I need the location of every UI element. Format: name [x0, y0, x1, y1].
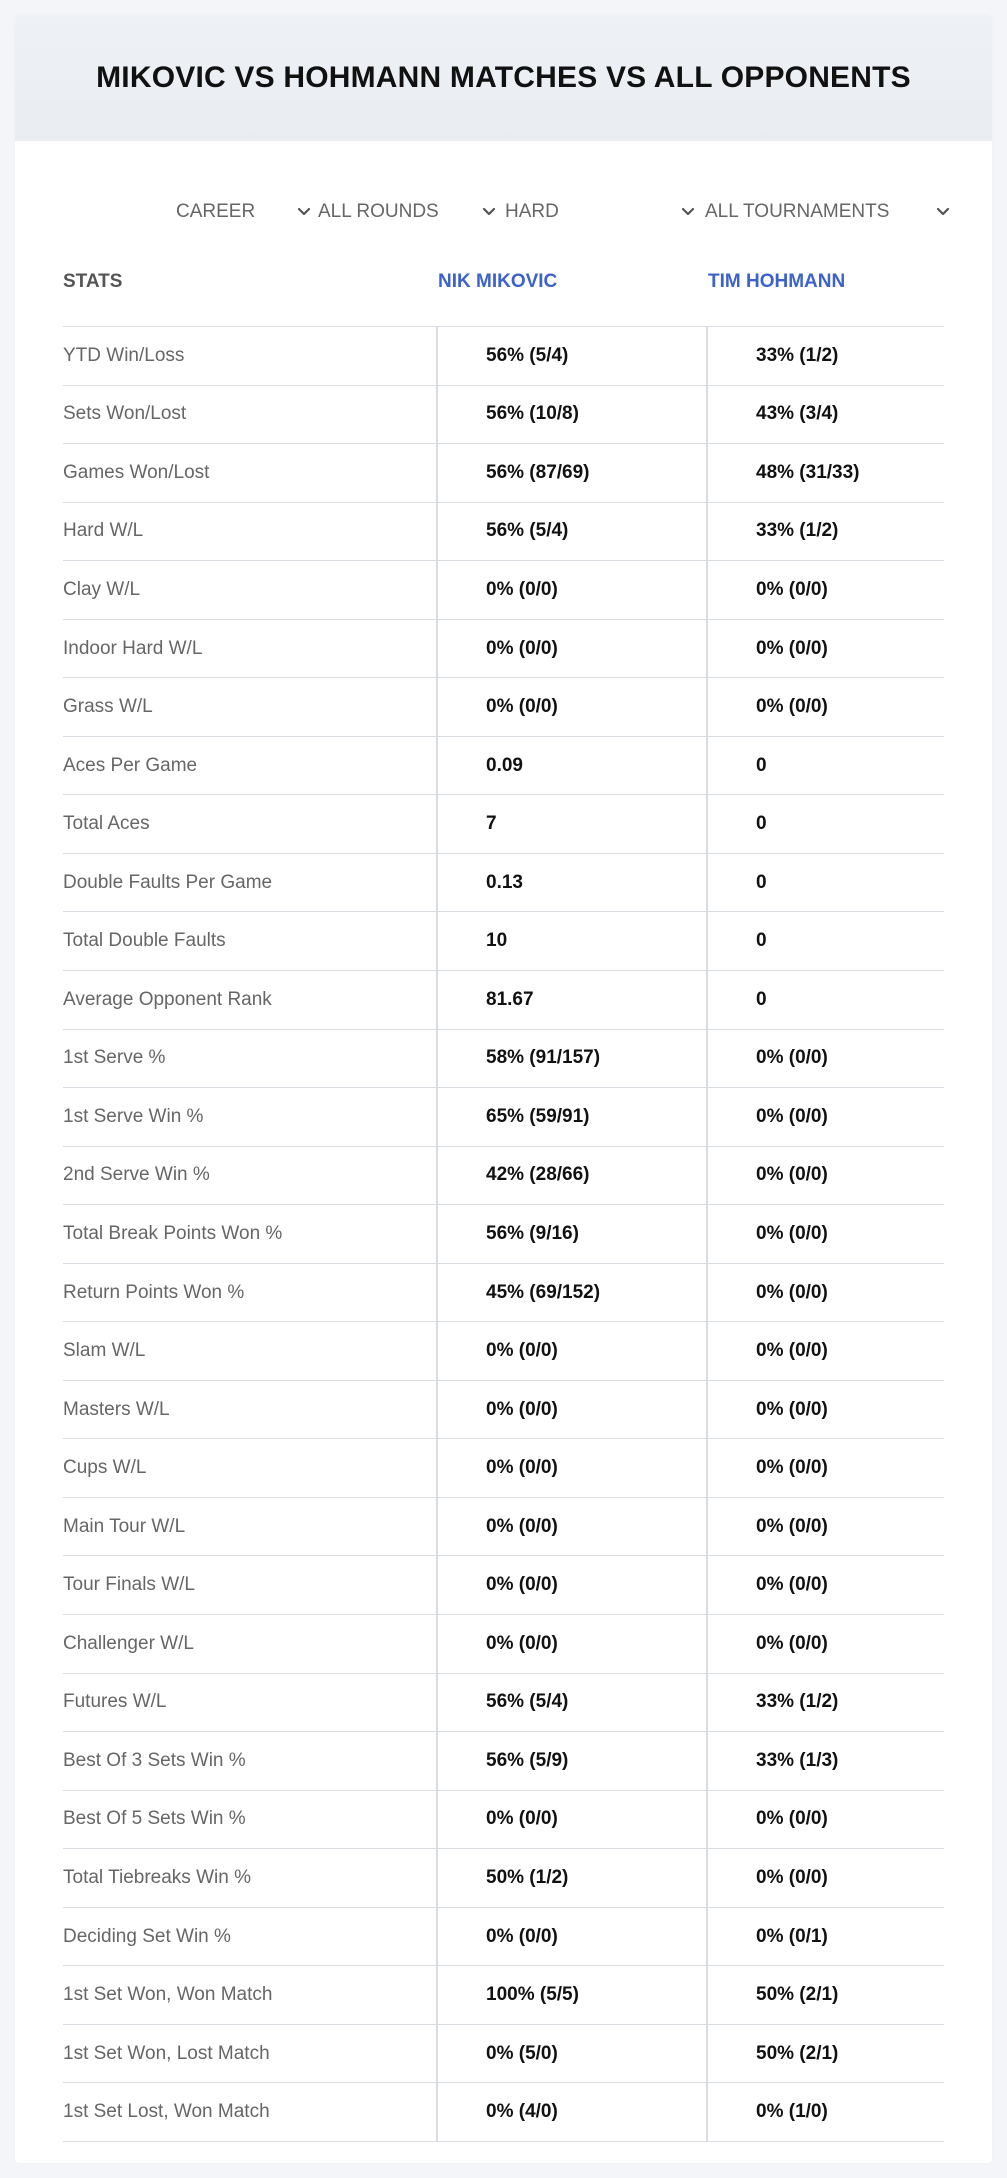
table-row	[63, 327, 944, 386]
filter-surface-select[interactable]	[505, 187, 697, 237]
player2-value: 0	[756, 871, 767, 893]
player1-value: 0% (0/0)	[486, 1398, 558, 1420]
player1-value: 0% (0/0)	[486, 1632, 558, 1654]
table-body	[63, 327, 944, 2142]
table-row	[63, 971, 944, 1030]
page-title: MIKOVIC VS HOHMANN MATCHES VS ALL OPPONENTS	[96, 61, 911, 94]
filter-tournaments-value: ALL TOURNAMENTS	[705, 201, 890, 222]
player2-value: 0% (1/0)	[756, 2101, 828, 2123]
table-row	[63, 854, 944, 913]
stat-label: Tour Finals W/L	[63, 1574, 195, 1596]
table-row	[63, 1791, 944, 1850]
player2-value: 0	[756, 754, 767, 776]
stat-label: 1st Serve %	[63, 1047, 166, 1069]
stat-label: Masters W/L	[63, 1398, 170, 1420]
table-row	[63, 912, 944, 971]
chevron-down-icon	[295, 203, 313, 221]
stat-label: Double Faults Per Game	[63, 871, 273, 893]
player2-value: 0% (0/1)	[756, 1925, 828, 1947]
card-header	[15, 15, 992, 141]
player1-value: 0% (0/0)	[486, 578, 558, 600]
table-row	[63, 678, 944, 737]
table-row	[63, 1498, 944, 1557]
player1-value: 56% (5/4)	[486, 520, 569, 542]
stat-label: Hard W/L	[63, 520, 144, 542]
player2-value: 43% (3/4)	[756, 403, 839, 425]
player1-value: 0% (5/0)	[486, 2042, 558, 2064]
stat-label: 1st Set Won, Lost Match	[63, 2042, 270, 2064]
table-row	[63, 1674, 944, 1733]
table-row	[63, 620, 944, 679]
player2-value: 0% (0/0)	[756, 1808, 828, 1830]
player1-value: 56% (5/9)	[486, 1749, 569, 1771]
player1-value: 56% (10/8)	[486, 403, 579, 425]
player1-value: 10	[486, 930, 508, 952]
table-row	[63, 1439, 944, 1498]
stat-label: Return Points Won %	[63, 1281, 245, 1303]
column-divider	[706, 327, 708, 2142]
filter-rounds-select[interactable]	[318, 187, 498, 237]
stat-label: Sets Won/Lost	[63, 403, 187, 425]
stat-label: Indoor Hard W/L	[63, 637, 203, 659]
player1-value: 0% (0/0)	[486, 1925, 558, 1947]
stat-label: Total Aces	[63, 813, 150, 835]
player1-value: 56% (5/4)	[486, 1691, 569, 1713]
player1-value: 0% (0/0)	[486, 1808, 558, 1830]
stat-label: Futures W/L	[63, 1691, 167, 1713]
player1-value: 100% (5/5)	[486, 1984, 579, 2006]
filter-bar	[15, 187, 992, 237]
table-row	[63, 1732, 944, 1791]
player1-value: 0% (0/0)	[486, 1457, 558, 1479]
player2-value: 0	[756, 988, 767, 1010]
filter-period-value: CAREER	[176, 201, 256, 222]
table-row	[63, 1615, 944, 1674]
player2-value: 0% (0/0)	[756, 1281, 828, 1303]
stat-label: Slam W/L	[63, 1340, 146, 1362]
filter-rounds-value: ALL ROUNDS	[318, 201, 439, 222]
table-row	[63, 503, 944, 562]
player1-value: 0.13	[486, 871, 523, 893]
player2-value: 33% (1/2)	[756, 520, 839, 542]
stats-card	[15, 15, 992, 2163]
table-row	[63, 1908, 944, 1967]
player1-value: 0% (0/0)	[486, 1574, 558, 1596]
stat-label: Total Tiebreaks Win %	[63, 1866, 251, 1888]
player2-value: 0% (0/0)	[756, 1632, 828, 1654]
stat-label: Cups W/L	[63, 1457, 147, 1479]
player2-value: 0% (0/0)	[756, 578, 828, 600]
column-header-player2[interactable]: TIM HOHMANN	[708, 271, 846, 292]
stat-label: Grass W/L	[63, 696, 153, 718]
player2-value: 0% (0/0)	[756, 1164, 828, 1186]
player1-value: 58% (91/157)	[486, 1047, 601, 1069]
table-row	[63, 1849, 944, 1908]
table-row	[63, 737, 944, 796]
filter-surface-value: HARD	[505, 201, 559, 222]
stat-label: Average Opponent Rank	[63, 988, 272, 1010]
stat-label: YTD Win/Loss	[63, 344, 185, 366]
player2-value: 0	[756, 813, 767, 835]
column-divider	[436, 327, 438, 2142]
column-header-player1[interactable]: NIK MIKOVIC	[438, 271, 558, 292]
player2-value: 0% (0/0)	[756, 1574, 828, 1596]
table-row	[63, 1205, 944, 1264]
player1-value: 0% (0/0)	[486, 696, 558, 718]
player2-value: 0% (0/0)	[756, 1515, 828, 1537]
player2-value: 33% (1/3)	[756, 1749, 839, 1771]
player2-value: 0% (0/0)	[756, 1340, 828, 1362]
player2-value: 0% (0/0)	[756, 1866, 828, 1888]
stat-label: Games Won/Lost	[63, 461, 210, 483]
chevron-down-icon	[480, 203, 498, 221]
player2-value: 50% (2/1)	[756, 2042, 839, 2064]
table-row	[63, 1322, 944, 1381]
player2-value: 50% (2/1)	[756, 1984, 839, 2006]
player1-value: 0.09	[486, 754, 523, 776]
table-row	[63, 1030, 944, 1089]
table-row	[63, 1556, 944, 1615]
filter-tournaments-select[interactable]	[705, 187, 952, 237]
player2-value: 0% (0/0)	[756, 1105, 828, 1127]
player1-value: 0% (0/0)	[486, 637, 558, 659]
player2-value: 0% (0/0)	[756, 1222, 828, 1244]
stat-label: Challenger W/L	[63, 1632, 194, 1654]
stat-label: Total Break Points Won %	[63, 1222, 283, 1244]
stat-label: Total Double Faults	[63, 930, 226, 952]
stat-label: 1st Set Won, Won Match	[63, 1984, 273, 2006]
table-row	[63, 561, 944, 620]
player2-value: 33% (1/2)	[756, 344, 839, 366]
table-row	[63, 1088, 944, 1147]
player1-value: 65% (59/91)	[486, 1105, 590, 1127]
table-row	[63, 386, 944, 445]
stat-label: 1st Serve Win %	[63, 1105, 204, 1127]
player2-value: 0% (0/0)	[756, 696, 828, 718]
column-header-stats: STATS	[63, 271, 123, 292]
player1-value: 50% (1/2)	[486, 1866, 569, 1888]
table-row	[63, 1381, 944, 1440]
stat-label: Deciding Set Win %	[63, 1925, 231, 1947]
filter-period-select[interactable]	[176, 187, 313, 237]
player1-value: 0% (4/0)	[486, 2101, 558, 2123]
stats-table	[63, 251, 944, 2142]
player1-value: 56% (5/4)	[486, 344, 569, 366]
stat-label: Main Tour W/L	[63, 1515, 186, 1537]
player1-value: 0% (0/0)	[486, 1340, 558, 1362]
chevron-down-icon	[679, 203, 697, 221]
player2-value: 0% (0/0)	[756, 1457, 828, 1479]
table-row	[63, 1264, 944, 1323]
stat-label: Aces Per Game	[63, 754, 198, 776]
player2-value: 33% (1/2)	[756, 1691, 839, 1713]
player2-value: 0% (0/0)	[756, 1398, 828, 1420]
chevron-down-icon	[934, 203, 952, 221]
table-row	[63, 1966, 944, 2025]
player2-value: 48% (31/33)	[756, 461, 860, 483]
player1-value: 56% (9/16)	[486, 1222, 579, 1244]
table-row	[63, 2025, 944, 2084]
table-row	[63, 444, 944, 503]
stat-label: 2nd Serve Win %	[63, 1164, 210, 1186]
stat-label: Best Of 5 Sets Win %	[63, 1808, 246, 1830]
player1-value: 7	[486, 813, 497, 835]
player2-value: 0% (0/0)	[756, 637, 828, 659]
stat-label: Best Of 3 Sets Win %	[63, 1749, 246, 1771]
player1-value: 42% (28/66)	[486, 1164, 590, 1186]
player1-value: 56% (87/69)	[486, 461, 590, 483]
table-row	[63, 795, 944, 854]
table-row	[63, 1147, 944, 1206]
table-header	[63, 251, 944, 327]
stat-label: 1st Set Lost, Won Match	[63, 2101, 270, 2123]
player2-value: 0% (0/0)	[756, 1047, 828, 1069]
stat-label: Clay W/L	[63, 578, 141, 600]
player1-value: 45% (69/152)	[486, 1281, 601, 1303]
player1-value: 0% (0/0)	[486, 1515, 558, 1537]
player2-value: 0	[756, 930, 767, 952]
table-row	[63, 2083, 944, 2142]
player1-value: 81.67	[486, 988, 534, 1010]
